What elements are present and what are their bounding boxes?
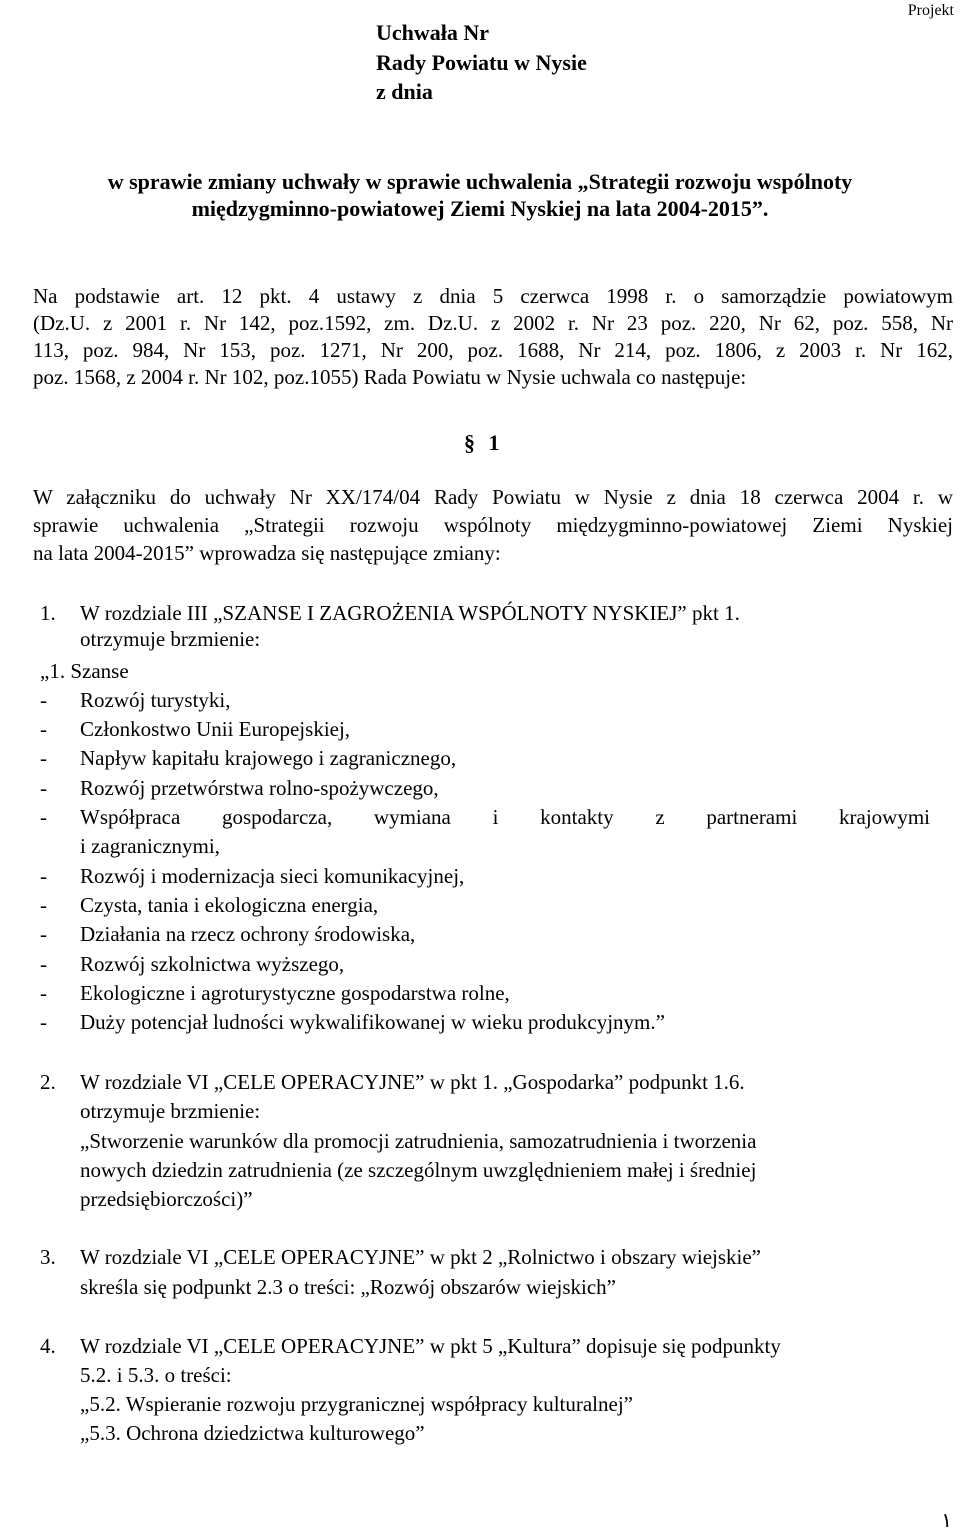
list-item: Członkostwo Unii Europejskiej,: [80, 717, 351, 741]
change-number: 4.: [40, 1334, 56, 1358]
change-text: 5.2. i 5.3. o treści:: [80, 1363, 232, 1387]
subject-line: międzygminno-powiatowej Ziemi Nyskiej na lata 2004-2015”.: [191, 196, 769, 221]
list-item: Rozwój i modernizacja sieci komunikacyjnej,: [80, 864, 465, 888]
preamble-line: (Dz.U. z 2001 r. Nr 142, poz.1592, zm. Dz.U. z 2002 r. Nr 23 poz. 220, Nr 62, poz. 558, Nr: [33, 311, 953, 335]
paragraph-sign: §: [464, 430, 475, 455]
list-item: Ekologiczne i agroturystyczne gospodarstwa rolne,: [80, 981, 510, 1005]
list-dash: -: [40, 864, 47, 888]
resolution-title: Uchwała Nr: [376, 20, 490, 45]
intro-line: W załączniku do uchwały Nr XX/174/04 Rady Powiatu w Nysie z dnia 18 czerwca 2004 r. w: [33, 485, 953, 509]
change-number: 3.: [40, 1245, 56, 1269]
list-dash: -: [40, 952, 47, 976]
list-dash: -: [40, 688, 47, 712]
list-item: Współpraca gospodarcza, wymiana i kontakty z partnerami krajowymi: [80, 805, 930, 829]
page-number: ١: [941, 1510, 952, 1532]
intro-line: na lata 2004-2015” wprowadza się następujące zmiany:: [33, 541, 501, 565]
subject-line: w sprawie zmiany uchwały w sprawie uchwalenia „Strategii rozwoju wspólnoty: [107, 169, 853, 194]
list-dash: -: [40, 746, 47, 770]
list-item: Czysta, tania i ekologiczna energia,: [80, 893, 379, 917]
list-dash: -: [40, 981, 47, 1005]
paragraph-number: 1: [488, 430, 500, 455]
change-text: nowych dziedzin zatrudnienia (ze szczególnym uwzględnieniem małej i średniej: [80, 1158, 757, 1182]
list-dash: -: [40, 717, 47, 741]
intro-line: sprawie uchwalenia „Strategii rozwoju wspólnoty międzygminno-powiatowej Ziemi Nyskiej: [33, 513, 953, 537]
list-dash: -: [40, 805, 47, 829]
projekt-label: Projekt: [907, 2, 954, 19]
list-item: Napływ kapitału krajowego i zagranicznego,: [80, 746, 457, 770]
list-dash: -: [40, 922, 47, 946]
change-text: otrzymuje brzmienie:: [80, 1099, 261, 1123]
change-text: otrzymuje brzmienie:: [80, 627, 261, 651]
list-dash: -: [40, 776, 47, 800]
list-item-continuation: i zagranicznymi,: [80, 834, 220, 858]
list-item: Działania na rzecz ochrony środowiska,: [80, 922, 416, 946]
resolution-date: z dnia: [376, 79, 433, 104]
council-name: Rady Powiatu w Nysie: [376, 50, 587, 75]
change-text: W rozdziale VI „CELE OPERACYJNE” w pkt 1. „Gospodarka” podpunkt 1.6.: [80, 1070, 745, 1094]
preamble-line: poz. 1568, z 2004 r. Nr 102, poz.1055) Rada Powiatu w Nysie uchwala co następuje:: [33, 365, 747, 389]
change-number: 1.: [40, 601, 56, 625]
change-text: W rozdziale VI „CELE OPERACYJNE” w pkt 5 „Kultura” dopisuje się podpunkty: [80, 1334, 781, 1358]
list-item: Duży potencjał ludności wykwalifikowanej w wieku produkcyjnym.”: [80, 1010, 665, 1034]
change-text: W rozdziale III „SZANSE I ZAGROŻENIA WSPÓLNOTY NYSKIEJ” pkt 1.: [80, 601, 740, 625]
preamble-line: Na podstawie art. 12 pkt. 4 ustawy z dnia 5 czerwca 1998 r. o samorządzie powiatowym: [33, 284, 953, 308]
list-item: Rozwój przetwórstwa rolno-spożywczego,: [80, 776, 439, 800]
change-number: 2.: [40, 1070, 56, 1094]
preamble-line: 113, poz. 984, Nr 153, poz. 1271, Nr 200, poz. 1688, Nr 214, poz. 1806, z 2003 r. Nr 162,: [33, 338, 953, 362]
change-text: „Stworzenie warunków dla promocji zatrudnienia, samozatrudnienia i tworzenia: [80, 1129, 757, 1153]
change-text: „5.3. Ochrona dziedzictwa kulturowego”: [80, 1421, 425, 1445]
list-dash: -: [40, 1010, 47, 1034]
section-heading: „1. Szanse: [40, 659, 129, 683]
list-item: Rozwój turystyki,: [80, 688, 231, 712]
list-item: Rozwój szkolnictwa wyższego,: [80, 952, 345, 976]
list-dash: -: [40, 893, 47, 917]
change-text: przedsiębiorczości)”: [80, 1187, 253, 1211]
change-text: „5.2. Wspieranie rozwoju przygranicznej współpracy kulturalnej”: [80, 1392, 633, 1416]
paragraph-heading: [464, 430, 500, 456]
change-text: W rozdziale VI „CELE OPERACYJNE” w pkt 2 „Rolnictwo i obszary wiejskie”: [80, 1245, 761, 1269]
change-text: skreśla się podpunkt 2.3 o treści: „Rozwój obszarów wiejskich”: [80, 1275, 616, 1299]
